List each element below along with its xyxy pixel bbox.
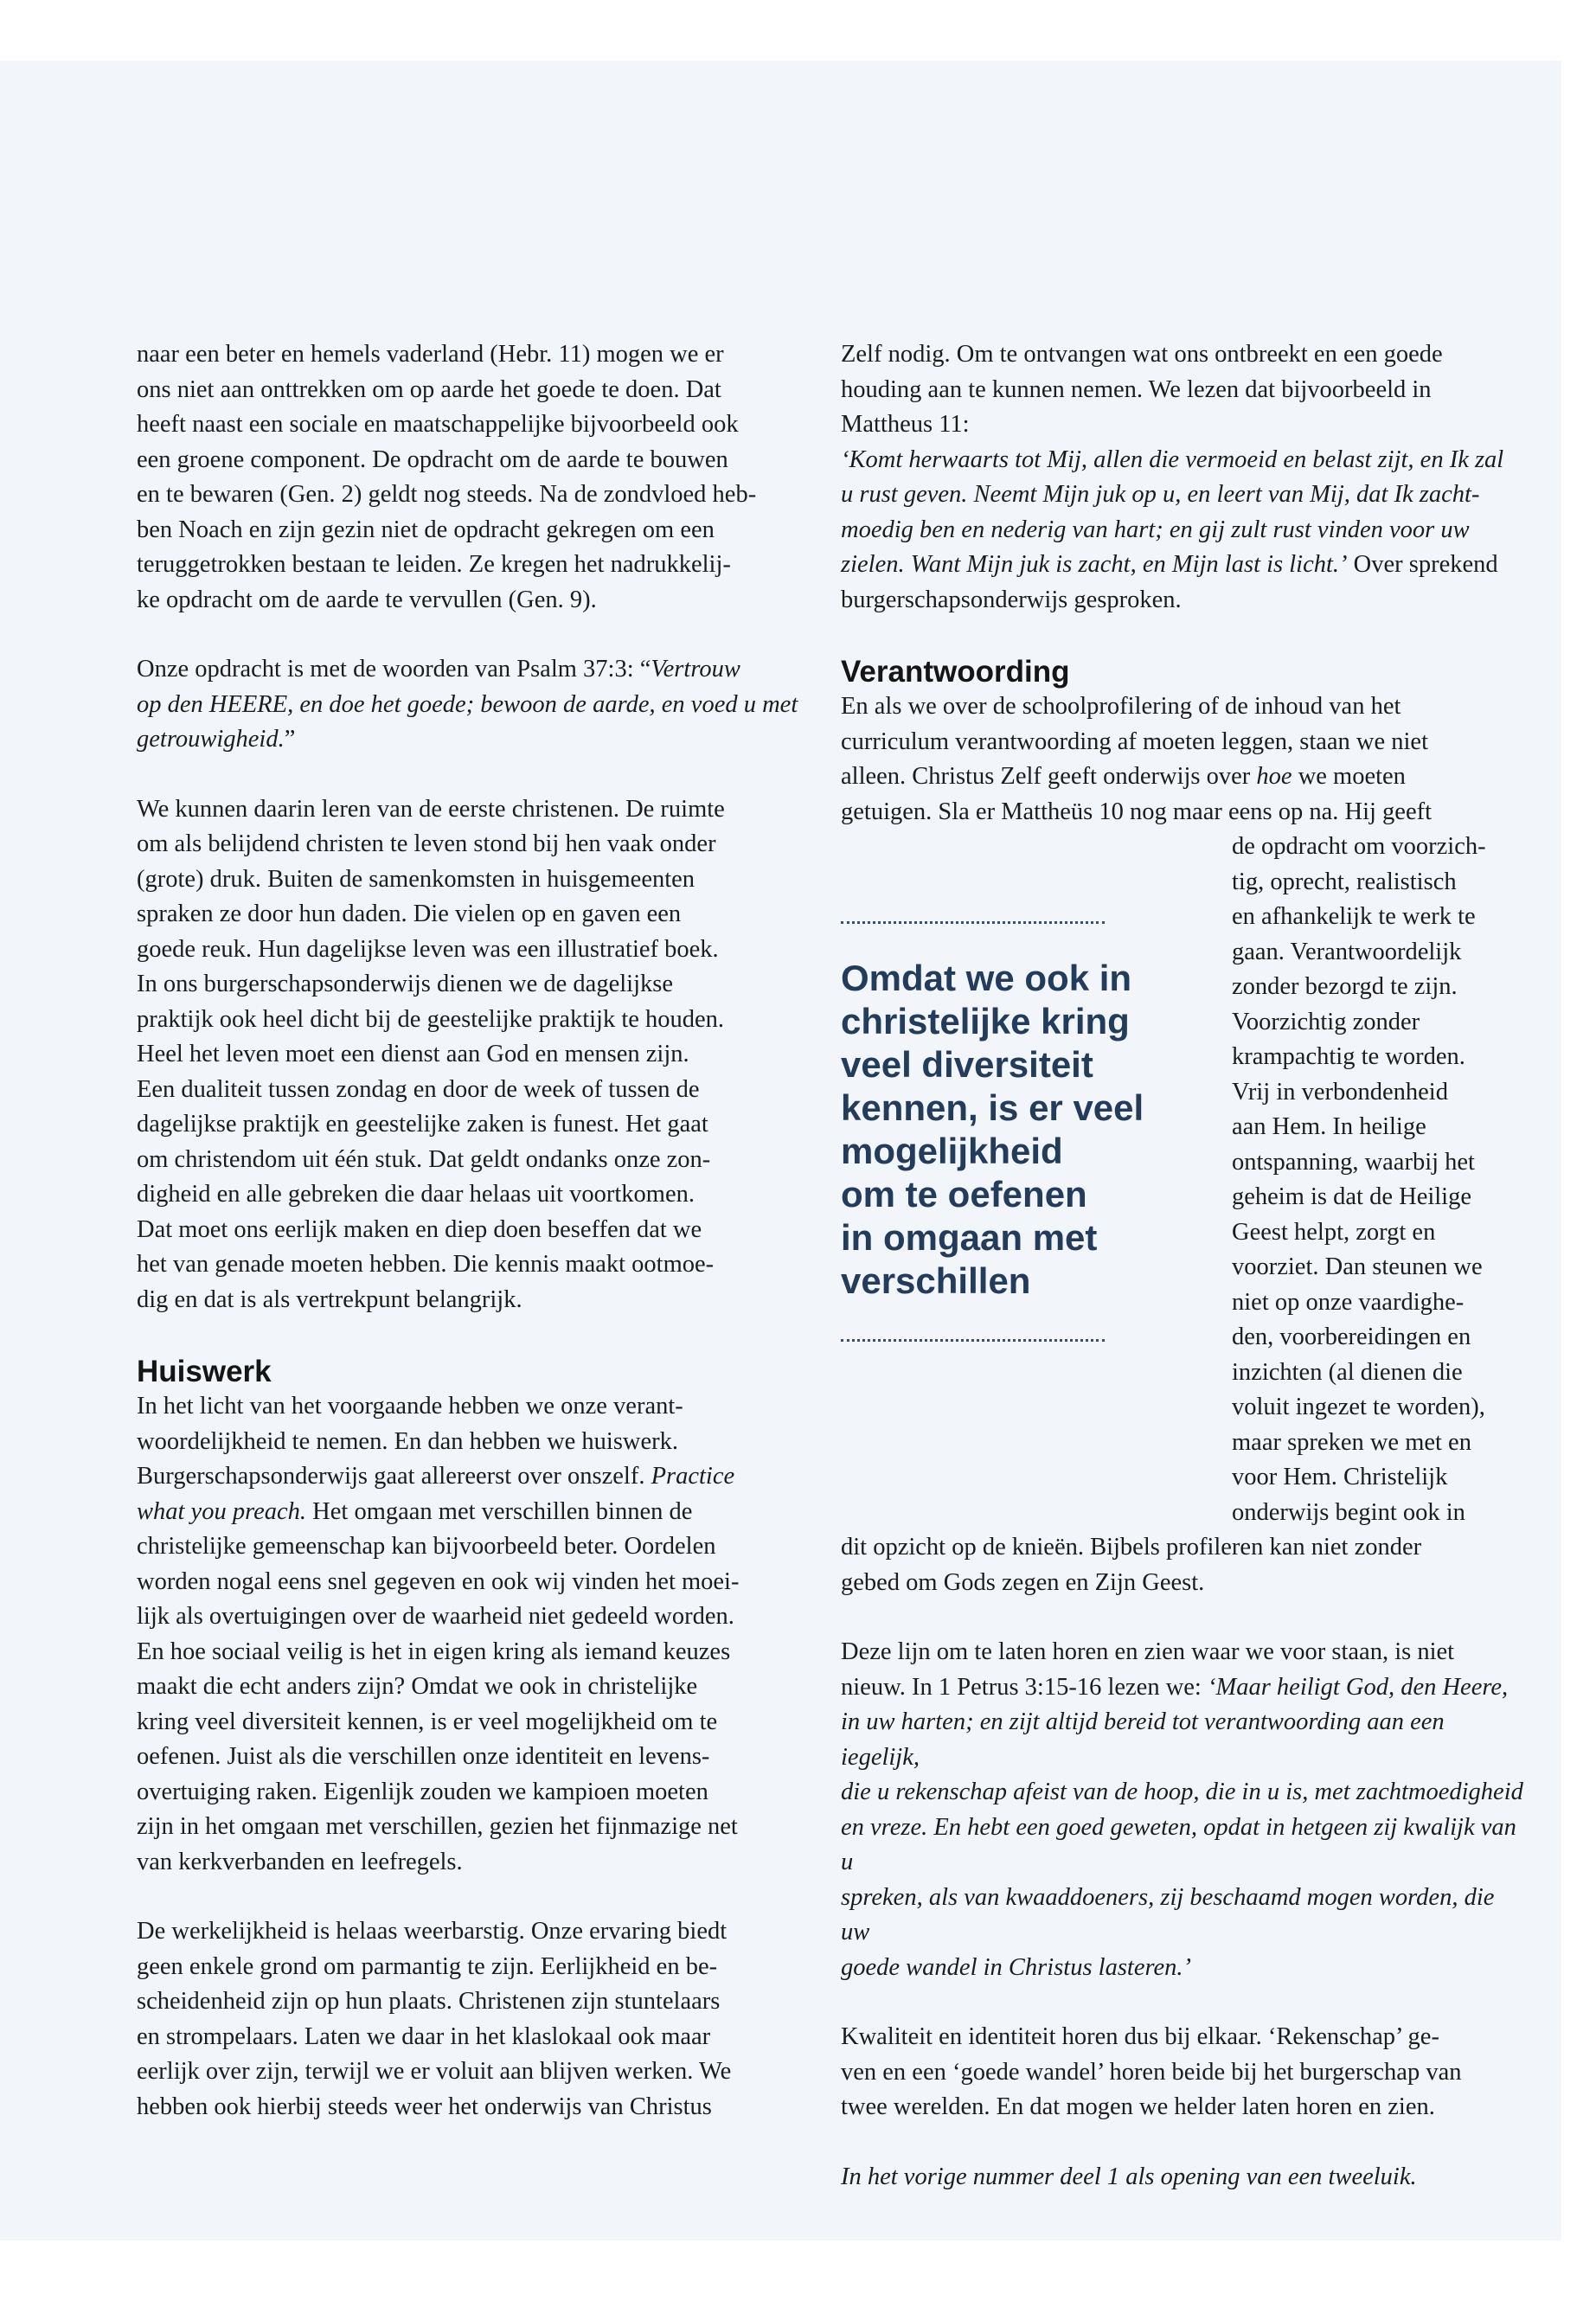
text-line: om christendom uit één stuk. Dat geldt ondanks onze zon-	[137, 1145, 711, 1173]
text-line: om als belijdend christen te leven stond bij hen vaak onder	[137, 830, 716, 857]
text-line: lijk als overtuigingen over de waarheid niet gedeeld worden.	[137, 1603, 734, 1630]
paragraph-conclusion	[841, 2020, 1524, 2125]
text-line: dit opzicht op de knieën. Bijbels profileren kan niet zonder	[841, 1534, 1422, 1561]
bible-quote: spreken, als van kwaaddoeners, zij beschaamd mogen worden, die uw	[841, 1883, 1495, 1945]
text-line: En hoe sociaal veilig is het in eigen kring als iemand keuzes	[137, 1638, 731, 1665]
dotted-divider-bottom	[841, 1339, 1105, 1342]
text-line: scheidenheid zijn op hun plaats. Christenen zijn stuntelaars	[137, 1988, 721, 2015]
text-line: Een dualiteit tussen zondag en door de week of tussen de	[137, 1075, 700, 1103]
dotted-divider-top	[841, 921, 1105, 924]
pull-quote	[841, 921, 1187, 1342]
pull-quote-line: Omdat we ook in	[841, 958, 1132, 998]
text-line	[137, 1495, 807, 1530]
paragraph-first-christians	[137, 792, 807, 1318]
bible-quote: zielen. Want Mijn juk is zacht, en Mijn last is licht.’	[841, 551, 1348, 578]
text-line: geheim is dat de Heilige	[1232, 1183, 1471, 1210]
text-line: eerlijk over zijn, terwijl we er voluit aan blijven werken. We	[137, 2058, 732, 2085]
bible-quote: ‘Maar heiligt God, den Heere,	[1207, 1673, 1509, 1701]
text-line: zonder bezorgd te zijn.	[1232, 973, 1458, 1000]
paragraph-mattheus	[841, 337, 1524, 618]
text-line: en te bewaren (Gen. 2) geldt nog steeds. Na de zondvloed heb-	[137, 481, 757, 508]
text-line: hebben ook hierbij steeds weer het onderwijs van Christus	[137, 2093, 712, 2120]
bible-quote: Vertrouw	[651, 656, 740, 683]
pull-quote-line: om te oefenen	[841, 1174, 1087, 1215]
text-line: dagelijkse praktijk en geestelijke zaken is funest. Het gaat	[137, 1111, 708, 1138]
heading-huiswerk: Huiswerk	[137, 1355, 272, 1388]
italic-phrase: Practice	[651, 1463, 735, 1490]
text-line	[841, 760, 1524, 795]
text-line: tig, oprecht, realistisch	[1232, 868, 1457, 895]
text-line	[137, 688, 807, 723]
text-line: ke opdracht om de aarde te vervullen (Gen. 9).	[137, 586, 597, 613]
text-line: onderwijs begint ook in	[1232, 1498, 1465, 1526]
text-line: christelijke gemeenschap kan bijvoorbeeld beter. Oordelen	[137, 1533, 716, 1560]
text-line: kring veel diversiteit kennen, is er veel mogelijkheid om te	[137, 1708, 718, 1735]
text-line: ontspanning, waarbij het	[1232, 1148, 1475, 1176]
text-line	[841, 1670, 1524, 1706]
text-line: houding aan te kunnen nemen. We lezen dat bijvoorbeeld in	[841, 375, 1432, 403]
text-line: voorziet. Dan steunen we	[1232, 1253, 1483, 1280]
text-line	[137, 1459, 807, 1495]
text-line: teruggetrokken bestaan te leiden. Ze kregen het nadrukkelij-	[137, 551, 731, 578]
text-line: aan Hem. In heilige	[1232, 1113, 1426, 1140]
text-line: inzichten (al dienen die	[1232, 1358, 1463, 1386]
bible-quote: moedig ben en nederig van hart; en gij zult rust vinden voor uw	[841, 516, 1470, 543]
text-line: Deze lijn om te laten horen en zien waar we voor staan, is niet	[841, 1638, 1455, 1665]
text-line: Mattheus 11:	[841, 411, 970, 438]
text-line: curriculum verantwoording af moeten leggen, staan we niet	[841, 727, 1429, 755]
text-line: dig en dat is als vertrekpunt belangrijk.	[137, 1285, 522, 1313]
pull-quote-line: kennen, is er veel	[841, 1087, 1144, 1128]
text-line: heeft naast een sociale en maatschappelijke bijvoorbeeld ook	[137, 411, 739, 438]
text-line: niet op onze vaardighe-	[1232, 1288, 1465, 1316]
text-line: voor Hem. Christelijk	[1232, 1464, 1448, 1490]
text-line: De werkelijkheid is helaas weerbarstig. Onze ervaring biedt	[137, 1918, 727, 1945]
text-line: woordelijkheid te nemen. En dan hebben we huiswerk.	[137, 1427, 679, 1455]
text-span: Burgerschapsonderwijs gaat allereerst over onszelf.	[137, 1463, 651, 1490]
text-line: geen enkele grond om parmantig te zijn. Eerlijkheid en be-	[137, 1952, 718, 1980]
text-span: Het omgaan met verschillen binnen de	[306, 1497, 693, 1525]
text-line: maakt die echt anders zijn? Omdat we ook in christelijke	[137, 1673, 698, 1700]
bible-quote: u rust geven. Neemt Mijn juk op u, en leert van Mij, dat Ik zacht-	[841, 481, 1480, 508]
text-line: ben Noach en zijn gezin niet de opdracht gekregen om een	[137, 516, 715, 543]
text-line	[841, 1705, 1524, 1775]
text-line	[137, 652, 807, 688]
text-line: ons niet aan onttrekken om op aarde het goede te doen. Dat	[137, 375, 721, 403]
text-line: een groene component. De opdracht om de aarde te bouwen	[137, 445, 728, 473]
bible-quote: ‘Komt herwaarts tot Mij, allen die vermoeid en belast zijt, en Ik zal	[841, 445, 1504, 473]
text-line: gaan. Verantwoordelijk	[1232, 938, 1462, 965]
italic-word: hoe	[1256, 763, 1292, 790]
bible-quote: die u rekenschap afeist van de hoop, die in u is, met zachtmoedigheid	[841, 1779, 1523, 1805]
text-line	[137, 722, 807, 758]
text-line: het van genade moeten hebben. Die kennis maakt ootmoe-	[137, 1251, 715, 1278]
text-line: oefenen. Juist als die verschillen onze identiteit en levens-	[137, 1743, 710, 1770]
text-line: en afhankelijk te werk te	[1232, 903, 1476, 930]
text-line: praktijk ook heel dicht bij de geestelijke praktijk te houden.	[137, 1005, 725, 1033]
text-line: zijn in het omgaan met verschillen, gezien het fijnmazige net	[137, 1813, 738, 1840]
text-line: goede reuk. Hun dagelijkse leven was een illustratief boek.	[137, 935, 719, 963]
bible-quote: in uw harten; en zijt altijd bereid tot verantwoording aan een iegelijk,	[841, 1708, 1445, 1771]
text-line: We kunnen daarin leren van de eerste christenen. De ruimte	[137, 795, 725, 823]
text-line: Vrij in verbondenheid	[1232, 1078, 1448, 1106]
footnote-text: In het vorige nummer deel 1 als opening van een tweeluik.	[841, 2163, 1417, 2190]
paragraph-petrus	[841, 1635, 1524, 1985]
text-line: Kwaliteit en identiteit horen dus bij elkaar. ‘Rekenschap’ ge-	[841, 2023, 1439, 2050]
text-line: Geest helpt, zorgt en	[1232, 1218, 1436, 1246]
text-line: krampachtig te worden.	[1232, 1043, 1465, 1070]
text-span: Over sprekend	[1347, 551, 1498, 578]
pull-quote-line: mogelijkheid	[841, 1131, 1063, 1171]
text-line: (grote) druk. Buiten de samenkomsten in huisgemeenten	[137, 865, 695, 893]
text-span: Onze opdracht is met de woorden van Psalm 37:3: “	[137, 656, 651, 683]
text-line	[841, 1811, 1524, 1881]
paragraph-huiswerk	[137, 1389, 807, 1880]
text-span: alleen. Christus Zelf geeft onderwijs over	[841, 763, 1257, 790]
text-line	[841, 1881, 1524, 1951]
paragraph-reality	[137, 1914, 807, 2125]
pull-quote-line: christelijke kring	[841, 1001, 1130, 1042]
text-span: we moeten	[1292, 763, 1406, 790]
pull-quote-text	[841, 957, 1187, 1303]
text-line: burgerschapsonderwijs gesproken.	[841, 586, 1182, 613]
text-line: Voorzichtig zonder	[1232, 1008, 1420, 1035]
pull-quote-line: in omgaan met	[841, 1217, 1098, 1258]
footnote	[841, 2160, 1524, 2195]
text-line: Heel het leven moet een dienst aan God en mensen zijn.	[137, 1041, 689, 1067]
bible-quote: getrouwigheid.	[137, 726, 285, 753]
text-line: ven en een ‘goede wandel’ horen beide bij het burgerschap van	[841, 2058, 1462, 2086]
bible-quote: op den HEERE, en doe het goede; bewoon de aarde, en voed u met	[137, 690, 798, 718]
text-line: overtuiging raken. Eigenlijk zouden we kampioen moeten	[137, 1778, 708, 1805]
text-line	[841, 548, 1524, 583]
text-line	[841, 1951, 1524, 1986]
text-line: gebed om Gods zegen en Zijn Geest.	[841, 1568, 1205, 1596]
heading-verantwoording: Verantwoording	[841, 655, 1070, 689]
paragraph-psalm	[137, 652, 807, 758]
pull-quote-line: veel diversiteit	[841, 1044, 1093, 1085]
wrapped-text	[1232, 830, 1524, 1530]
text-line: In ons burgerschapsonderwijs dienen we de dagelijkse	[137, 971, 673, 997]
text-line: En als we over de schoolprofilering of de inhoud van het	[841, 693, 1401, 720]
paragraph-intro	[137, 337, 807, 618]
text-line: twee werelden. En dat mogen we helder laten horen en zien.	[841, 2093, 1435, 2120]
text-line: Dat moet ons eerlijk maken en diep doen beseffen dat we	[137, 1215, 702, 1243]
text-line	[841, 513, 1524, 548]
text-line: digheid en alle gebreken die daar helaas uit voortkomen.	[137, 1181, 695, 1208]
bible-quote: en vreze. En hebt een goed geweten, opdat in hetgeen zij kwalijk van u	[841, 1813, 1516, 1875]
text-line	[841, 478, 1524, 513]
text-line	[841, 1775, 1524, 1811]
text-line: maar spreken we met en	[1232, 1428, 1471, 1456]
text-line: de opdracht om voorzich-	[1232, 833, 1486, 860]
text-line	[841, 443, 1524, 478]
text-line: naar een beter en hemels vaderland (Hebr. 11) mogen we er	[137, 341, 724, 368]
text-line: spraken ze door hun daden. Die vielen op en gaven een	[137, 901, 682, 927]
italic-phrase: what you preach.	[137, 1497, 307, 1525]
left-column	[137, 337, 807, 2125]
text-line: getuigen. Sla er Mattheüs 10 nog maar eens op na. Hij geeft	[841, 798, 1433, 825]
text-line: den, voorbereidingen en	[1232, 1324, 1471, 1350]
text-line: van kerkverbanden en leefregels.	[137, 1848, 463, 1875]
text-line: voluit ingezet te worden),	[1232, 1394, 1485, 1420]
text-span: ”	[284, 726, 296, 753]
pull-quote-line: verschillen	[841, 1260, 1031, 1301]
text-line: Zelf nodig. Om te ontvangen wat ons ontbreekt en een goede	[841, 341, 1443, 368]
text-span: nieuw. In 1 Petrus 3:15-16 lezen we:	[841, 1673, 1208, 1701]
text-line: worden nogal eens snel gegeven en ook wij vinden het moei-	[137, 1567, 740, 1595]
text-line: en strompelaars. Laten we daar in het klaslokaal ook maar	[137, 2022, 711, 2050]
text-line: In het licht van het voorgaande hebben we onze verant-	[137, 1393, 683, 1420]
bible-quote: goede wandel in Christus lasteren.’	[841, 1953, 1192, 1981]
